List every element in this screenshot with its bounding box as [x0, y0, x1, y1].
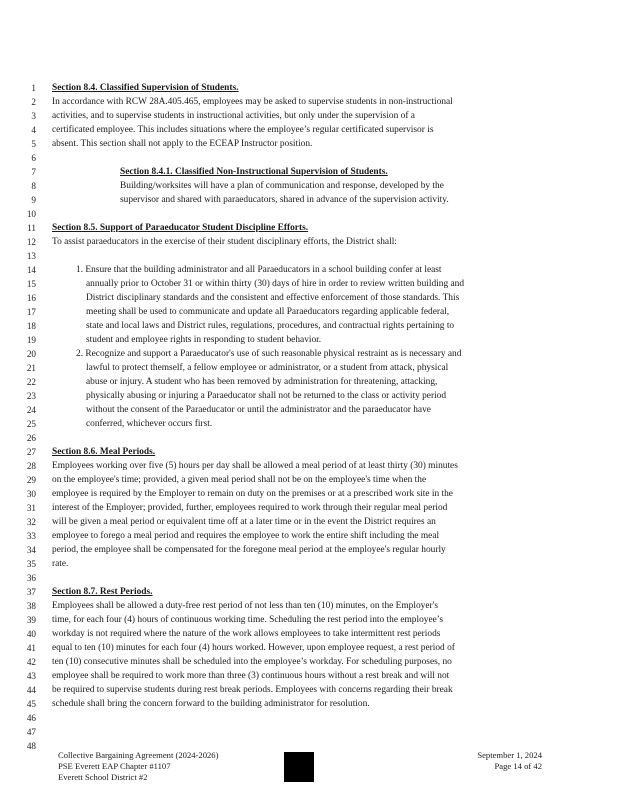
- line-number: 17: [26, 307, 36, 317]
- line-number: 14: [26, 265, 36, 275]
- body-line: ten (10) consecutive minutes shall be scheduled into the employee’s workday. For scheduling purposes, no: [52, 657, 452, 667]
- line-number: 26: [26, 433, 36, 443]
- body-line: employee shall be required to work more than three (3) continuous hours without a rest break and will not: [52, 671, 450, 681]
- line-number: 34: [26, 545, 36, 555]
- line-number: 28: [26, 461, 36, 471]
- footer-chapter: PSE Everett EAP Chapter #1107: [58, 761, 171, 771]
- body-line: meeting shall be used to communicate and update all Paraeducators regarding applicable federal,: [86, 307, 450, 317]
- section-heading: Section 8.5. Support of Paraeducator Student Discipline Efforts.: [52, 223, 309, 233]
- body-line: In accordance with RCW 28A.405.465, employees may be asked to supervise students in non-instructional: [52, 97, 453, 107]
- body-line: interest of the Employer; provided, further, employees required to work through their regular meal period: [52, 503, 448, 513]
- line-number: 37: [26, 587, 36, 597]
- body-line: will be given a meal period or equivalent time off at a later time or in the event the District requires an: [52, 517, 436, 527]
- footer-district: Everett School District #2: [58, 772, 148, 782]
- body-line: be required to supervise students during rest break periods. Employees with concerns regarding their break: [52, 685, 453, 695]
- line-number: 40: [26, 629, 36, 639]
- line-number: 41: [26, 643, 36, 653]
- line-number: 24: [26, 405, 36, 415]
- line-number: 32: [26, 517, 36, 527]
- footer-right: [477, 750, 542, 772]
- line-number: 33: [26, 531, 36, 541]
- line-number: 19: [26, 335, 36, 345]
- line-number: 13: [26, 251, 36, 261]
- body-line: annually prior to October 31 or within thirty (30) days of hire in order to review written building and: [86, 279, 465, 289]
- body-line: state and local laws and District rules, regulations, procedures, and contractual rights pertaining to: [86, 321, 455, 331]
- line-number: 42: [26, 657, 36, 667]
- line-number: 35: [26, 559, 36, 569]
- body-line: Building/worksites will have a plan of communication and response, developed by the: [120, 181, 444, 191]
- body-line: conferred, whichever occurs first.: [86, 419, 213, 429]
- list-item-2: 2. Recognize and support a Paraeducator's use of such reasonable physical restraint as is necessary and: [76, 349, 462, 359]
- line-number: 20: [26, 349, 36, 359]
- line-number: 6: [31, 153, 36, 163]
- body-line: supervisor and shared with paraeducators, shared in advance of the supervision activity.: [120, 195, 449, 205]
- line-number: 36: [26, 573, 36, 583]
- subsection-heading: Section 8.4.1. Classified Non-Instructional Supervision of Students.: [120, 167, 388, 177]
- line-number: 4: [31, 125, 36, 135]
- line-number: 48: [26, 741, 36, 751]
- footer-agreement-title: Collective Bargaining Agreement (2024-2026): [58, 750, 219, 760]
- section-heading: Section 8.4. Classified Supervision of Students.: [52, 83, 239, 93]
- line-number: 47: [26, 727, 36, 737]
- line-number: 10: [26, 209, 36, 219]
- line-number: 22: [26, 377, 36, 387]
- footer-logo-block: [284, 752, 314, 782]
- body-line: time, for each four (4) hours of continuous working time. Scheduling the rest period into the employee’s: [52, 615, 444, 625]
- body-line: period, the employee shall be compensated for the foregone meal period at the employee's regular hourly: [52, 545, 446, 555]
- line-number: 23: [26, 391, 36, 401]
- line-number: 1: [31, 83, 36, 93]
- body-line: equal to ten (10) minutes for each four (4) hours worked. However, upon employee request, a rest period of: [52, 643, 455, 653]
- line-number: 11: [27, 223, 36, 233]
- footer-date: September 1, 2024: [477, 750, 542, 760]
- body-line: Employees shall be allowed a duty-free rest period of not less than ten (10) minutes, on the Employer's: [52, 601, 438, 611]
- line-number: 27: [26, 447, 36, 457]
- line-number: 44: [26, 685, 36, 695]
- body-line: activities, and to supervise students in instructional activities, but only under the supervision of a: [52, 111, 415, 121]
- line-number: 18: [26, 321, 36, 331]
- footer-page-number: Page 14 of 42: [494, 761, 542, 771]
- body-line: schedule shall bring the concern forward to the building administrator for resolution.: [52, 699, 370, 709]
- body-line: To assist paraeducators in the exercise of their student disciplinary efforts, the District shall:: [52, 237, 397, 247]
- body-line: District disciplinary standards and the consistent and effective enforcement of those standards. This: [86, 293, 460, 303]
- line-number: 31: [26, 503, 36, 513]
- body-line: rate.: [52, 559, 69, 569]
- line-number: 21: [26, 363, 36, 373]
- line-number: 8: [31, 181, 36, 191]
- section-heading: Section 8.7. Rest Periods.: [52, 587, 153, 597]
- body-line: lawful to protect themself, a fellow employee or administrator, or a student from attack, physical: [86, 363, 449, 373]
- section-heading: Section 8.6. Meal Periods.: [52, 447, 156, 457]
- line-number: 30: [26, 489, 36, 499]
- line-number: 3: [31, 111, 36, 121]
- line-number: 45: [26, 699, 36, 709]
- body-line: on the employee's time; provided, a given meal period shall not be on the employee's time when the: [52, 475, 427, 485]
- line-number: 25: [26, 419, 36, 429]
- line-number: 5: [31, 139, 36, 149]
- line-number: 7: [31, 167, 36, 177]
- body-line: Employees working over five (5) hours per day shall be allowed a meal period of at least thirty (30) minutes: [52, 461, 458, 471]
- body-line: without the consent of the Paraeducator or until the administrator and the paraeducator have: [86, 405, 431, 415]
- body-line: absent. This section shall not apply to the ECEAP Instructor position.: [52, 139, 313, 149]
- line-number: 43: [26, 671, 36, 681]
- body-line: employee is required by the Employer to remain on duty on the premises or at a prescribed work site in the: [52, 489, 453, 499]
- list-item-1: 1. Ensure that the building administrator and all Paraeducators in a school building confer at least: [76, 265, 442, 275]
- line-number: 12: [26, 237, 36, 247]
- body-line: employee to forego a meal period and requires the employee to work the entire shift including the meal: [52, 531, 440, 541]
- line-number: 2: [31, 97, 36, 107]
- line-number: 9: [31, 195, 36, 205]
- body-line: student and employee rights in responding to student behavior.: [86, 335, 322, 345]
- line-number: 46: [26, 713, 36, 723]
- body-line: abuse or injury. A student who has been removed by administration for threatening, attacking,: [86, 377, 438, 387]
- line-number: 38: [26, 601, 36, 611]
- body-line: certificated employee. This includes situations where the employee’s regular certificated supervisor is: [52, 125, 434, 135]
- line-number: 16: [26, 293, 36, 303]
- footer-left: [58, 750, 218, 783]
- body-line: physically abusing or injuring a Paraeducator shall not be returned to the class or activity period: [86, 391, 447, 401]
- body-line: workday is not required where the nature of the work allows employees to take intermittent rest periods: [52, 629, 441, 639]
- line-number: 39: [26, 615, 36, 625]
- line-number: 15: [26, 279, 36, 289]
- line-number: 29: [26, 475, 36, 485]
